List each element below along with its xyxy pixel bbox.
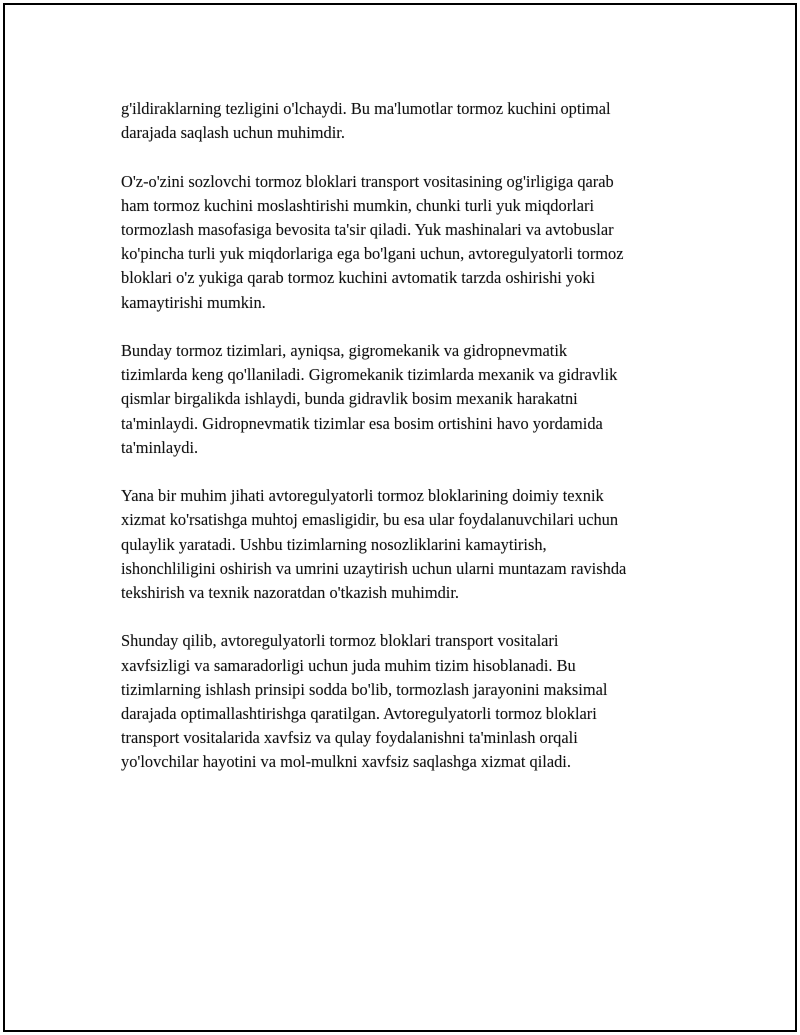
document-body bbox=[121, 97, 701, 799]
page-frame bbox=[3, 3, 797, 1032]
paragraph-2: O'z-o'zini sozlovchi tormoz bloklari transport vositasining og'irligiga qarab ham tormoz kuchini moslashtirishi mumkin, chunki turli yuk miqdorlari tormozlash masofasiga bevosita ta'sir qiladi. Yuk mashinalari va avtobuslar ko'pincha turli yuk miqdorlariga ega bo'lgani uchun, avtoregulyatorli tormoz bloklari o'z yukiga qarab tormoz kuchini avtomatik tarzda oshirishi yoki kamaytirishi mumkin. bbox=[121, 171, 624, 312]
paragraph-3: Bunday tormoz tizimlari, ayniqsa, gigromekanik va gidropnevmatik tizimlarda keng qo'llaniladi. Gigromekanik tizimlarda mexanik va gidravlik qismlar birgalikda ishlaydi, bunda gidravlik bosim mexanik harakatni ta'minlaydi. Gidropnevmatik tizimlar esa bosim ortishini havo yordamida ta'minlaydi. bbox=[121, 341, 618, 457]
paragraph-1: g'ildiraklarning tezligini o'lchaydi. Bu ma'lumotlar tormoz kuchini optimal darajada saqlash uchun muhimdir. bbox=[121, 99, 611, 143]
paragraph-4: Yana bir muhim jihati avtoregulyatorli tormoz bloklarining doimiy texnik xizmat ko'rsatishga muhtoj emasligidir, bu esa ular foydalanuvchilari uchun qulaylik yaratadi. Ushbu tizimlarning nosozliklarini kamaytirish, ishonchliligini oshirish va umrini uzaytirish uchun ularni muntazam ravishda tekshirish va texnik nazoratdan o'tkazish muhimdir. bbox=[121, 486, 627, 603]
paragraph-5: Shunday qilib, avtoregulyatorli tormoz bloklari transport vositalari xavfsizligi va samaradorligi uchun juda muhim tizim hisoblanadi. Bu tizimlarning ishlash prinsipi sodda bo'lib, tormozlash jarayonini maksimal darajada optimallashtirishga qaratilgan. Avtoregulyatorli tormoz bloklari transport vositalarida xavfsiz va qulay foydalanishni ta'minlash orqali yo'lovchilar hayotini va mol-mulkni xavfsiz saqlashga xizmat qiladi. bbox=[121, 631, 608, 772]
